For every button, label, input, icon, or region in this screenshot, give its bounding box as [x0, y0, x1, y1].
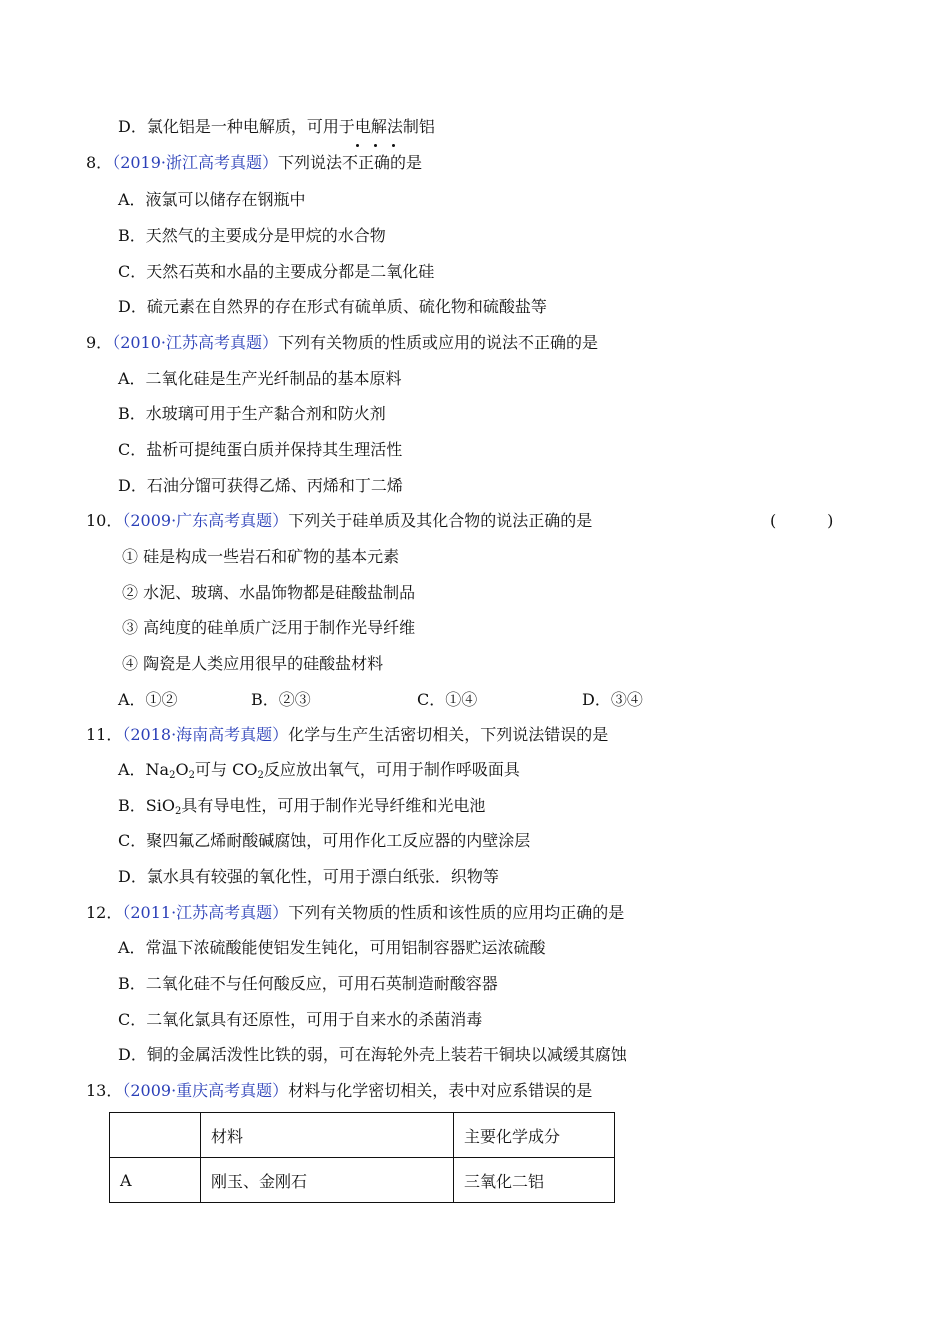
question-9 — [86, 333, 598, 353]
question-source: （2011·江苏高考真题） — [122, 903, 289, 922]
question-number: 10． — [86, 511, 123, 530]
q12-option-c: C．二氧化氯具有还原性，可用于自来水的杀菌消毒 — [118, 1010, 483, 1029]
table-cell: 三氧化二铝 — [454, 1158, 615, 1203]
q10-statement-1: ① 硅是构成一些岩石和矿物的基本元素 — [122, 547, 400, 566]
q8-option-b: B．天然气的主要成分是甲烷的水合物 — [118, 226, 386, 245]
q7-option-d: D．氯化铝是一种电解质，可用于电解法制铝 — [118, 117, 435, 136]
question-source: （2018·海南高考真题） — [122, 725, 289, 744]
question-13 — [86, 1081, 592, 1101]
table-cell: A — [110, 1158, 201, 1203]
answer-bracket: ( ) — [770, 511, 834, 530]
question-number: 11． — [86, 725, 123, 744]
q10-statement-4: ④ 陶瓷是人类应用很早的硅酸盐材料 — [122, 654, 384, 673]
q9-option-d: D．石油分馏可获得乙烯、丙烯和丁二烯 — [118, 476, 403, 495]
table-cell: 刚玉、金刚石 — [201, 1158, 454, 1203]
q10-statement-3: ③ 高纯度的硅单质广泛用于制作光导纤维 — [122, 618, 416, 637]
q11-option-c: C．聚四氟乙烯耐酸碱腐蚀，可用作化工反应器的内壁涂层 — [118, 831, 531, 850]
q10-choice-c: C．①④ — [417, 690, 478, 709]
q9-option-a: A．二氧化硅是生产光纤制品的基本原料 — [118, 369, 402, 388]
q12-option-b: B．二氧化硅不与任何酸反应，可用石英制造耐酸容器 — [118, 974, 498, 993]
q11-option-a: A．$Na_2O_2$可与 $CO_2$反应放出氧气，可用于制作呼吸面具 — [118, 760, 520, 781]
question-8 — [86, 153, 422, 173]
question-stem: 材料与化学密切相关，表中对应系错误的是 — [288, 1081, 593, 1100]
table-header-cell: 主要化学成分 — [454, 1113, 615, 1158]
q9-option-b: B．水玻璃可用于生产黏合剂和防火剂 — [118, 404, 386, 423]
question-number: 8． — [86, 153, 113, 172]
table-row — [110, 1158, 615, 1203]
question-10 — [86, 511, 592, 531]
question-stem: 下列有关物质的性质或应用的说法不正确的是 — [278, 333, 599, 352]
q10-choice-b: B．②③ — [251, 690, 311, 709]
q11-option-d: D．氯水具有较强的氧化性，可用于漂白纸张．织物等 — [118, 867, 499, 886]
question-source: （2009·重庆高考真题） — [122, 1081, 289, 1100]
q8-option-d: D．硫元素在自然界的存在形式有硫单质、硫化物和硫酸盐等 — [118, 297, 547, 316]
question-12 — [86, 903, 624, 923]
q12-option-d: D．铜的金属活泼性比铁的弱，可在海轮外壳上装若干铜块以减缓其腐蚀 — [118, 1045, 627, 1064]
emphasis-dots — [356, 144, 400, 150]
question-stem: 下列说法不正确的是 — [278, 153, 423, 172]
question-source: （2019·浙江高考真题） — [112, 153, 278, 172]
table-header-cell: 材料 — [201, 1113, 454, 1158]
q11-option-b: B．SiO$_2$具有导电性，可用于制作光导纤维和光电池 — [118, 796, 486, 817]
materials-table — [109, 1112, 615, 1203]
q12-option-a: A．常温下浓硫酸能使铝发生钝化，可用铝制容器贮运浓硫酸 — [118, 938, 546, 957]
question-number: 12． — [86, 903, 123, 922]
q10-choice-a: A．①② — [118, 690, 178, 709]
table-header-row — [110, 1113, 615, 1158]
table-header-cell — [110, 1113, 201, 1158]
q10-choice-d: D．③④ — [582, 690, 643, 709]
q8-option-a: A．液氯可以储存在钢瓶中 — [118, 190, 306, 209]
question-number: 9． — [86, 333, 113, 352]
question-11 — [86, 725, 608, 745]
question-source: （2009·广东高考真题） — [122, 511, 289, 530]
question-number: 13． — [86, 1081, 123, 1100]
question-source: （2010·江苏高考真题） — [112, 333, 278, 352]
q8-option-c: C．天然石英和水晶的主要成分都是二氧化硅 — [118, 262, 435, 281]
question-stem: 化学与生产生活密切相关，下列说法错误的是 — [288, 725, 609, 744]
q9-option-c: C．盐析可提纯蛋白质并保持其生理活性 — [118, 440, 403, 459]
q10-statement-2: ② 水泥、玻璃、水晶饰物都是硅酸盐制品 — [122, 583, 416, 602]
question-stem: 下列有关物质的性质和该性质的应用均正确的是 — [288, 903, 625, 922]
question-stem: 下列关于硅单质及其化合物的说法正确的是 — [288, 511, 593, 530]
